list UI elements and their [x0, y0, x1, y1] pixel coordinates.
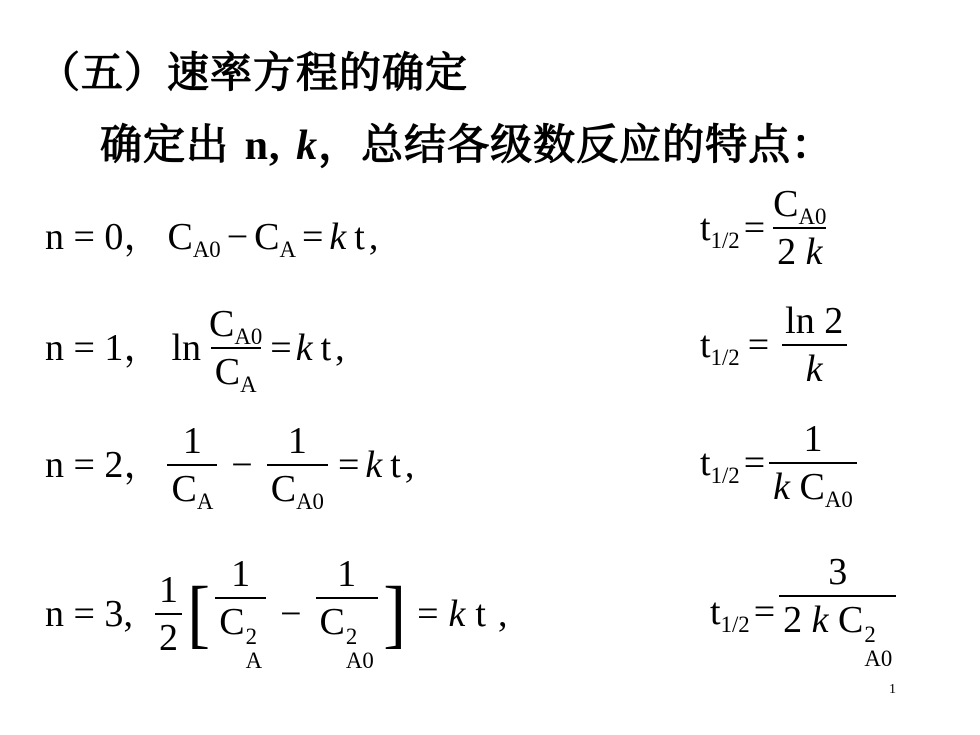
equals-sign: = [753, 591, 776, 634]
equals-sign: = [743, 442, 766, 484]
numerator: 1 [287, 420, 307, 462]
equals-sign: = [337, 444, 360, 486]
numerator: ln 2 [785, 300, 844, 342]
inverse-c-a-squared [215, 555, 266, 673]
one-half [155, 569, 182, 660]
order-label: n = 2 [45, 444, 124, 486]
separator: , [123, 593, 133, 636]
half-life-first-order [700, 302, 851, 388]
equals-sign: = [743, 207, 766, 249]
separator: , [497, 593, 508, 636]
separator: ， [123, 327, 162, 369]
order-label: n = 1 [45, 327, 124, 369]
separator: ， [123, 216, 162, 258]
ln-operator: ln [171, 327, 202, 369]
numerator: $C_{A0}$ [773, 183, 827, 229]
denominator: 2 k [773, 227, 826, 271]
denominator: 2 [155, 613, 182, 657]
minus-sign: − [231, 444, 253, 486]
order-label: n = 3 [45, 593, 124, 636]
numerator: 1 [803, 418, 823, 460]
half-life-fraction [769, 185, 830, 271]
page-number: 1 [889, 682, 896, 697]
denominator: $C_{A0}$ [267, 464, 328, 508]
time: t [390, 444, 401, 486]
half-life-symbol: $t_{1/2}$ [700, 207, 740, 253]
right-bracket: ] [383, 572, 406, 657]
half-life-fraction [781, 302, 847, 388]
rate-equation-zero-order [45, 216, 379, 262]
concentration-ratio [205, 303, 266, 397]
rate-constant: k [448, 593, 466, 636]
left-bracket: [ [187, 572, 210, 657]
subtitle-suffix: ，总结各级数反应的特点： [318, 120, 835, 169]
subtitle-k: k [296, 123, 319, 169]
order-label: n = 0 [45, 216, 124, 258]
c-a0: $C_{A0}$ [167, 216, 221, 262]
time: t [354, 216, 365, 258]
time: t [475, 593, 486, 636]
equals-sign: = [301, 216, 324, 258]
half-life-symbol: $t_{1/2}$ [700, 324, 740, 370]
subtitle-n: n, [244, 123, 281, 169]
half-life-symbol: $t_{1/2}$ [700, 442, 740, 488]
slide-title: （五）速率方程的确定 [38, 48, 469, 97]
half-life-zero-order [700, 185, 834, 271]
inverse-c-a0-squared [316, 555, 378, 673]
denominator: k $C_{A0}$ [769, 462, 857, 506]
numerator: 3 [828, 551, 848, 593]
numerator: 1 [158, 569, 178, 612]
subtitle-prefix: 确定出 [100, 120, 245, 169]
rate-equation-second-order [45, 420, 415, 514]
denominator: k [782, 344, 847, 388]
denominator: 2 k C 2 A0 [779, 595, 896, 671]
inverse-c-a [167, 420, 217, 514]
rate-equation-third-order [45, 555, 507, 673]
minus-sign: − [226, 216, 249, 258]
time: t [320, 327, 332, 369]
equals-sign: = [417, 593, 439, 636]
c-a: $C_A$ [254, 216, 296, 262]
denominator: C 2 A0 [316, 597, 378, 673]
inverse-c-a0 [267, 420, 328, 514]
denominator: $C_A$ [167, 464, 217, 508]
separator: ， [123, 444, 162, 486]
minus-sign: − [280, 593, 302, 636]
separator: , [335, 327, 345, 369]
numerator: 1 [231, 553, 251, 595]
equals-sign: = [270, 327, 292, 369]
denominator: C 2 A [215, 597, 266, 673]
numerator: $C_{A0}$ [209, 303, 263, 349]
half-life-second-order [700, 418, 861, 512]
half-life-third-order [710, 553, 900, 671]
half-life-fraction [779, 553, 896, 671]
half-life-symbol: $t_{1/2}$ [710, 591, 750, 638]
denominator: $C_A$ [211, 347, 261, 391]
equals-sign: = [747, 324, 770, 366]
rate-constant: k [295, 327, 313, 369]
rate-equation-first-order [45, 303, 345, 397]
numerator: 1 [182, 420, 202, 462]
separator: , [404, 444, 415, 486]
separator: , [368, 216, 379, 258]
half-life-fraction [769, 418, 857, 512]
numerator: 1 [337, 553, 357, 595]
slide-subtitle [100, 112, 834, 172]
rate-constant: k [329, 216, 347, 258]
rate-constant: k [365, 444, 383, 486]
